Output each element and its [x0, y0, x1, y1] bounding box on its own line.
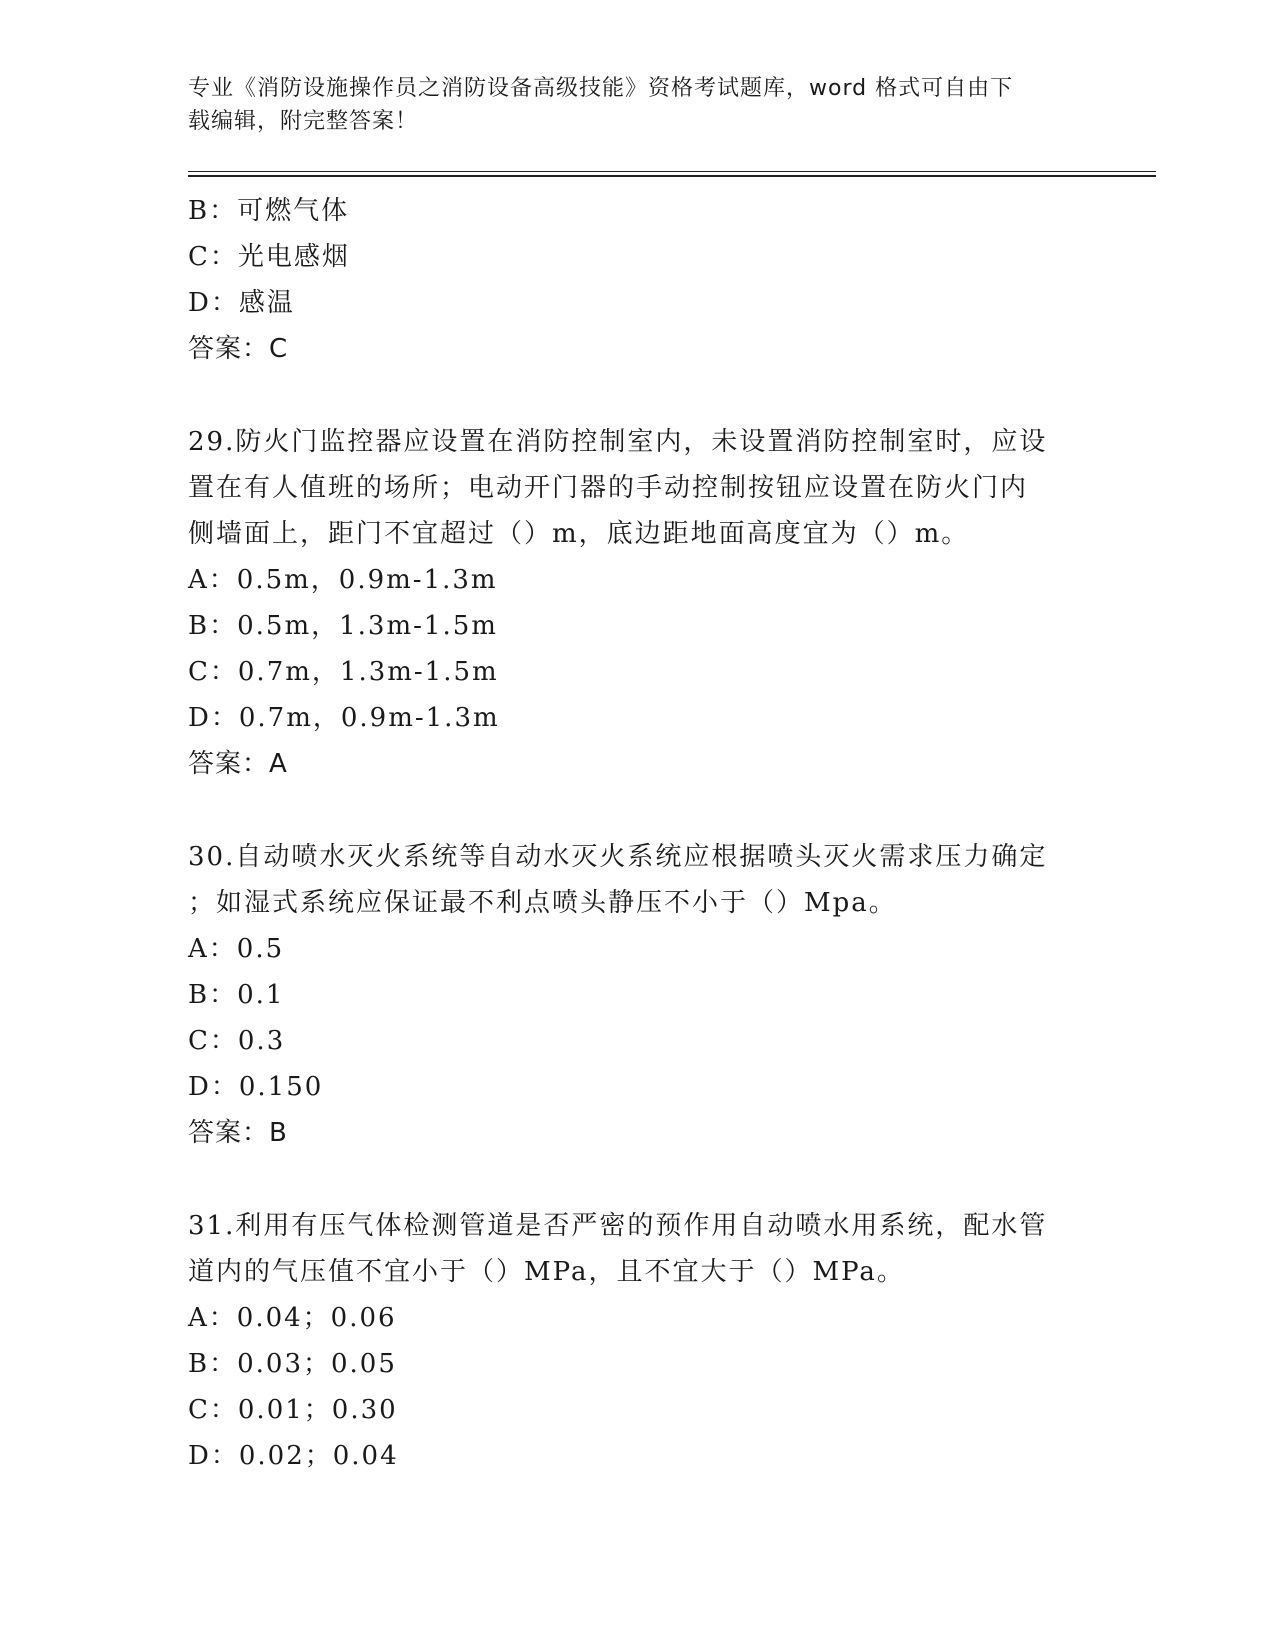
question-stem-line: 29.防火门监控器应设置在消防控制室内，未设置消防控制室时，应设 — [188, 427, 1048, 457]
option-c: C：0.3 — [188, 1026, 286, 1056]
option-c: C：光电感烟 — [188, 242, 350, 272]
question-stem-line: 30.自动喷水灭火系统等自动水灭火系统应根据喷头灭火需求压力确定 — [188, 842, 1048, 872]
question-29 — [188, 419, 1088, 787]
spacer — [188, 372, 1088, 419]
option-c: C：0.01；0.30 — [188, 1395, 398, 1425]
question-30 — [188, 834, 1088, 1156]
header-line-2: 载编辑，附完整答案！ — [188, 109, 419, 134]
option-d: D：0.7m，0.9m-1.3m — [188, 703, 500, 733]
answer-line: 答案：A — [188, 749, 288, 779]
option-b: B：0.1 — [188, 980, 285, 1010]
answer-line: 答案：B — [188, 1118, 288, 1148]
question-stem-line: 置在有人值班的场所；电动开门器的手动控制按钮应设置在防火门内 — [188, 473, 1029, 503]
option-d: D：0.150 — [188, 1072, 324, 1102]
question-31 — [188, 1203, 1088, 1479]
header-divider-thick — [188, 175, 1156, 177]
question-28-tail — [188, 188, 1088, 372]
option-a: A：0.04；0.06 — [188, 1303, 397, 1333]
option-d: D：感温 — [188, 288, 295, 318]
question-stem-line: 侧墙面上，距门不宜超过（）m，底边距地面高度宜为（）m。 — [188, 519, 970, 549]
header-line-1: 专业《消防设施操作员之消防设备高级技能》资格考试题库，word 格式可自由下 — [188, 76, 1014, 101]
spacer — [188, 1156, 1088, 1203]
question-list — [188, 188, 1088, 1479]
question-stem-line: ；如湿式系统应保证最不利点喷头静压不小于（）Mpa。 — [188, 888, 897, 918]
answer-line: 答案：C — [188, 334, 289, 364]
question-stem-line: 31.利用有压气体检测管道是否严密的预作用自动喷水用系统，配水管 — [188, 1211, 1048, 1241]
option-b: B：0.5m，1.3m-1.5m — [188, 611, 498, 641]
option-c: C：0.7m，1.3m-1.5m — [188, 657, 499, 687]
header-divider-thin — [188, 171, 1156, 172]
document-header — [188, 72, 1088, 138]
option-a: A：0.5m，0.9m-1.3m — [188, 565, 498, 595]
option-b: B：可燃气体 — [188, 196, 350, 226]
spacer — [188, 787, 1088, 834]
option-d: D：0.02；0.04 — [188, 1441, 399, 1471]
option-a: A：0.5 — [188, 934, 285, 964]
option-b: B：0.03；0.05 — [188, 1349, 397, 1379]
question-stem-line: 道内的气压值不宜小于（）MPa，且不宜大于（）MPa。 — [188, 1257, 905, 1287]
